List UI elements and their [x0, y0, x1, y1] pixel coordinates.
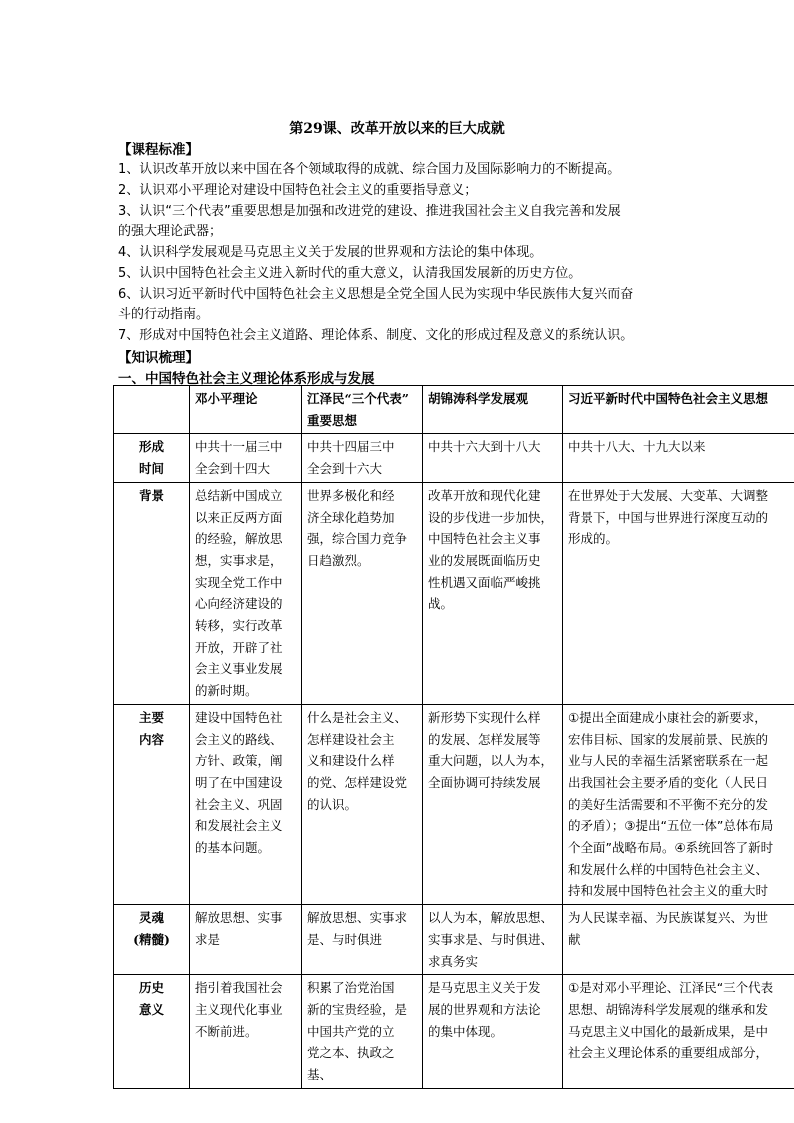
cell-time-xi: 中共十八大、十九大以来: [563, 434, 794, 482]
standard-item: 7、形成对中国特色社会主义道路、理论体系、制度、文化的形成过程及意义的系统认识。: [118, 328, 634, 343]
standard-item: 5、认识中国特色社会主义进入新时代的重大意义，认清我国发展新的历史方位。: [118, 266, 582, 281]
header-row: [114, 386, 794, 434]
section-title: 一、中国特色社会主义理论体系形成与发展: [118, 371, 375, 387]
cell-significance-xi: ①是对邓小平理论、江泽民“三个代表 思想、胡锦涛科学发展观的继承和发 马克思主义中国化的最新成果，是中 社会主义理论体系的重要组成部分，: [563, 975, 794, 1089]
cell-background-deng: 总结新中国成立 以来正反两方面 的经验，解放思 想，实事求是， 实现全党工作中 心向经济建设的 转移，实行改革 开放，开辟了社 会主义事业发展 的新时期。: [190, 482, 302, 704]
standard-item: 4、认识科学发展观是马克思主义关于发展的世界观和方法论的集中体现。: [118, 245, 543, 260]
knowledge-heading: 【知识梳理】: [118, 350, 199, 366]
standards-heading: 【课程标准】: [118, 142, 199, 158]
col-header-hu: 胡锦涛科学发展观: [423, 386, 563, 434]
standard-item: 6、认识习近平新时代中国特色社会主义思想是全党全国人民为实现中华民族伟大复兴而奋: [118, 287, 634, 302]
standard-item-continuation: 斗的行动指南。: [118, 307, 210, 322]
cell-soul-jiang: 解放思想、实事求 是、与时俱进: [302, 905, 423, 975]
row-header-background: 背景: [114, 482, 190, 704]
cell-soul-deng: 解放思想、实事 求是: [190, 905, 302, 975]
corner-cell: [114, 386, 190, 434]
standard-item: 2、认识邓小平理论对建设中国特色社会主义的重要指导意义；: [118, 183, 478, 198]
row-main-content: [114, 704, 794, 904]
cell-time-jiang: 中共十四届三中 全会到十六大: [302, 434, 423, 482]
row-significance: [114, 975, 794, 1089]
cell-background-jiang: 世界多极化和经 济全球化趋势加 强，综合国力竞争 日趋激烈。: [302, 482, 423, 704]
cell-background-hu: 改革开放和现代化建 设的步伐进一步加快， 中国特色社会主义事 业的发展既面临历史 性机遇又面临严峻挑 战。: [423, 482, 563, 704]
cell-significance-hu: 是马克思主义关于发 展的世界观和方法论 的集中体现。: [423, 975, 563, 1089]
cell-soul-hu: 以人为本，解放思想、 实事求是、与时俱进、 求真务实: [423, 905, 563, 975]
standard-item-continuation: 的强大理论武器；: [118, 224, 223, 239]
col-header-jiang: 江泽民“三个代表” 重要思想: [302, 386, 423, 434]
page-title: 第29课、改革开放以来的巨大成就: [289, 121, 505, 137]
cell-content-deng: 建设中国特色社 会主义的路线、 方针、政策，阐 明了在中国建设 社会主义、巩固 和发展社会主义 的基本问题。: [190, 704, 302, 904]
standard-item: 1、认识改革开放以来中国在各个领域取得的成就、综合国力及国际影响力的不断提高。: [118, 162, 621, 177]
row-background: [114, 482, 794, 704]
row-header-time: 形成 时间: [114, 434, 190, 482]
standard-item: 3、认识“三个代表”重要思想是加强和改进党的建设、推进我国社会主义自我完善和发展: [118, 204, 621, 219]
cell-significance-deng: 指引着我国社会 主义现代化事业 不断前进。: [190, 975, 302, 1089]
row-header-content: 主要 内容: [114, 704, 190, 904]
cell-content-hu: 新形势下实现什么样 的发展、怎样发展等 重大问题，以人为本， 全面协调可持续发展: [423, 704, 563, 904]
theory-table: [113, 385, 794, 1089]
cell-content-xi: ①提出全面建成小康社会的新要求， 宏伟目标、国家的发展前景、民族的 业与人民的幸福生活紧密联系在一起 出我国社会主要矛盾的变化（人民日 的美好生活需要和不平衡不充分的发 的矛盾）；③提出“五位一体”总体布局 个全面”战略布局。④系统回答了新时 和发展什么样的中国特色社会主义、 持和发展中国特色社会主义的重大时: [563, 704, 794, 904]
cell-content-jiang: 什么是社会主义、 怎样建设社会主 义和建设什么样 的党、怎样建设党 的认识。: [302, 704, 423, 904]
row-soul: [114, 905, 794, 975]
cell-time-hu: 中共十六大到十八大: [423, 434, 563, 482]
col-header-xi: 习近平新时代中国特色社会主义思想: [563, 386, 794, 434]
row-header-significance: 历史 意义: [114, 975, 190, 1089]
cell-time-deng: 中共十一届三中 全会到十四大: [190, 434, 302, 482]
cell-soul-xi: 为人民谋幸福、为民族谋复兴、为世 献: [563, 905, 794, 975]
row-formation-time: [114, 434, 794, 482]
cell-significance-jiang: 积累了治党治国 新的宝贵经验，是 中国共产党的立 党之本、执政之基、: [302, 975, 423, 1089]
col-header-deng: 邓小平理论: [190, 386, 302, 434]
cell-background-xi: 在世界处于大发展、大变革、大调整 背景下，中国与世界进行深度互动的 形成的。: [563, 482, 794, 704]
row-header-soul: 灵魂 (精髓): [114, 905, 190, 975]
